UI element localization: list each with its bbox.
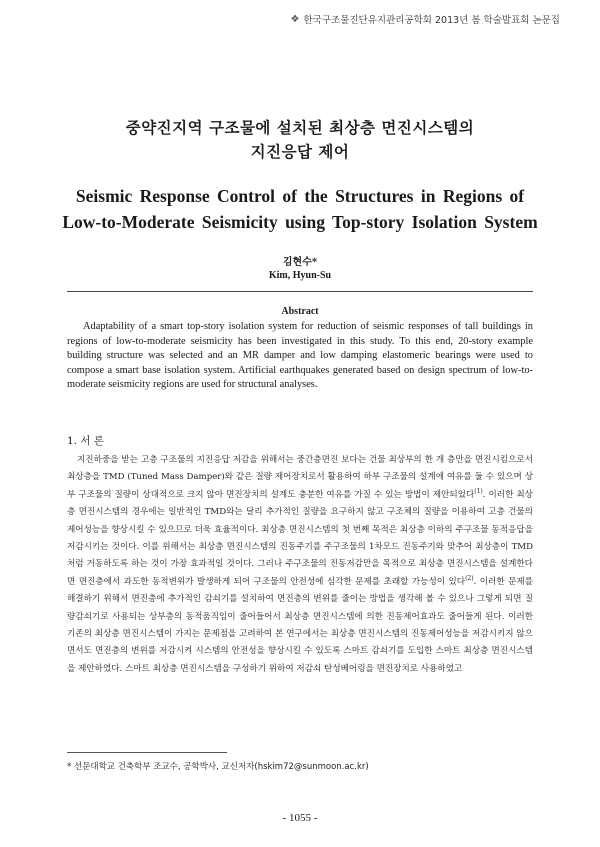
journal-name: 한국구조물진단유지관리공학회 2013년 봄 학술발표회 논문집 <box>303 15 560 26</box>
citation-2: (2) <box>465 574 474 582</box>
korean-title <box>0 116 600 164</box>
english-title <box>0 183 600 235</box>
page-number: - 1055 - <box>282 812 318 824</box>
section-heading: 1. 서 론 <box>67 435 104 447</box>
author-korean: 김현수* <box>282 257 318 268</box>
korean-title-line1: 중약진지역 구조물에 설치된 최상층 면진시스템의 <box>125 118 475 137</box>
abstract-text: Adaptability of a smart top-story isolation system for reduction of seismic responses of tall buildings in regions of low-to-moderate seismicity has been investigated in this study. To this end, 20-story example building structure was selected and an MR damper and low damping elastomeric bearings were used to compose a smart base isolation system. Artificial earthquakes generated based on design spectrum of low-to-moderate seismicity regions are used for structural analyses. <box>67 321 533 390</box>
title-divider <box>67 291 533 292</box>
clover-icon: ❖ <box>290 13 300 25</box>
intro-text-part2: . 이러한 최상층 면진시스템의 경우에는 일반적인 TMD와는 달리 추가적인 질량을 요구하지 않고 구조체의 질량을 이용하여 고층 건물의 제어성능을 향상시킬 수 있으므로 더욱 효율적이다. 최상층 면진시스템의 첫 번째 목적은 최상층 이하의 주구조물 동적응답을 저감시키는 것이다. 이를 위해서는 최상층 면진시스템의 진동주기를 주구조물의 1차모드 진동주기와 맞추어 최상층이 TMD처럼 거동하도록 하는 것이 가장 효과적일 것이다. 그러나 주구조물의 진동저감만을 목적으로 최상층 면진시스템을 설계한다면 면진층에서 과도한 동적변위가 발생하게 되어 구조물의 안전성에 심각한 문제를 초래할 가능성이 있다 <box>67 489 533 587</box>
author-footnote: * 선문대학교 건축학부 조교수, 공학박사, 교신저자(hskim72@sunmoon.ac.kr) <box>67 762 369 772</box>
korean-title-line2: 지진응답 제어 <box>250 142 350 161</box>
intro-text-part1: 지진하중을 받는 고층 구조물의 지진응답 저감을 위해서는 중간층면진 보다는 건물 최상부의 한 개 층만을 면진시킴으로서 최상층을 TMD (Tuned Mass Damper)와 같은 질량 제어장치로서 활용하여 하부 구조물의 설계에 여유를 둘 수 있으며 상부 구조물의 질량이 상대적으로 크지 않아 면진장치의 설계도 충분한 여유를 가질 수 있는 방법이 제안되었다 <box>67 455 533 500</box>
author-english: Kim, Hyun-Su <box>268 270 332 281</box>
citation-1: (1) <box>474 487 483 495</box>
footnote-divider <box>67 752 227 753</box>
introduction-paragraph <box>67 452 533 678</box>
english-title-line2: Low-to-Moderate Seismicity using Top-story Isolation System <box>62 212 538 232</box>
abstract-heading: Abstract <box>281 306 319 317</box>
running-header <box>291 12 560 26</box>
intro-text-part3: . 이러한 문제를 해결하기 위해서 면진층에 추가적인 감쇠기를 설치하여 면진층의 변위를 줄이는 방법을 생각해 볼 수 있으나 그렇게 되면 질량감쇠기로 사용되는 상부층의 동적움직임이 줄어들어서 최상층 면진시스템에 의한 진동제어효과도 줄어들게 된다. 이러한 기존의 최상층 면진시스템이 가지는 문제점을 고려하여 본 연구에서는 최상층 면진시스템의 진동제어성능을 저감시키지 않으면서도 면진층의 변위를 저감시켜 시스템의 안전성을 향상시킬 수 있도록 스마트 감쇠기를 도입한 스마트 최상층 면진시스템을 제안하였다. 스마트 최상층 면진시스템을 구성하기 위하여 저감쇠 탄성베어링을 면진장치로 사용하였고 <box>67 576 533 674</box>
english-title-line1: Seismic Response Control of the Structures in Regions of <box>75 186 525 206</box>
